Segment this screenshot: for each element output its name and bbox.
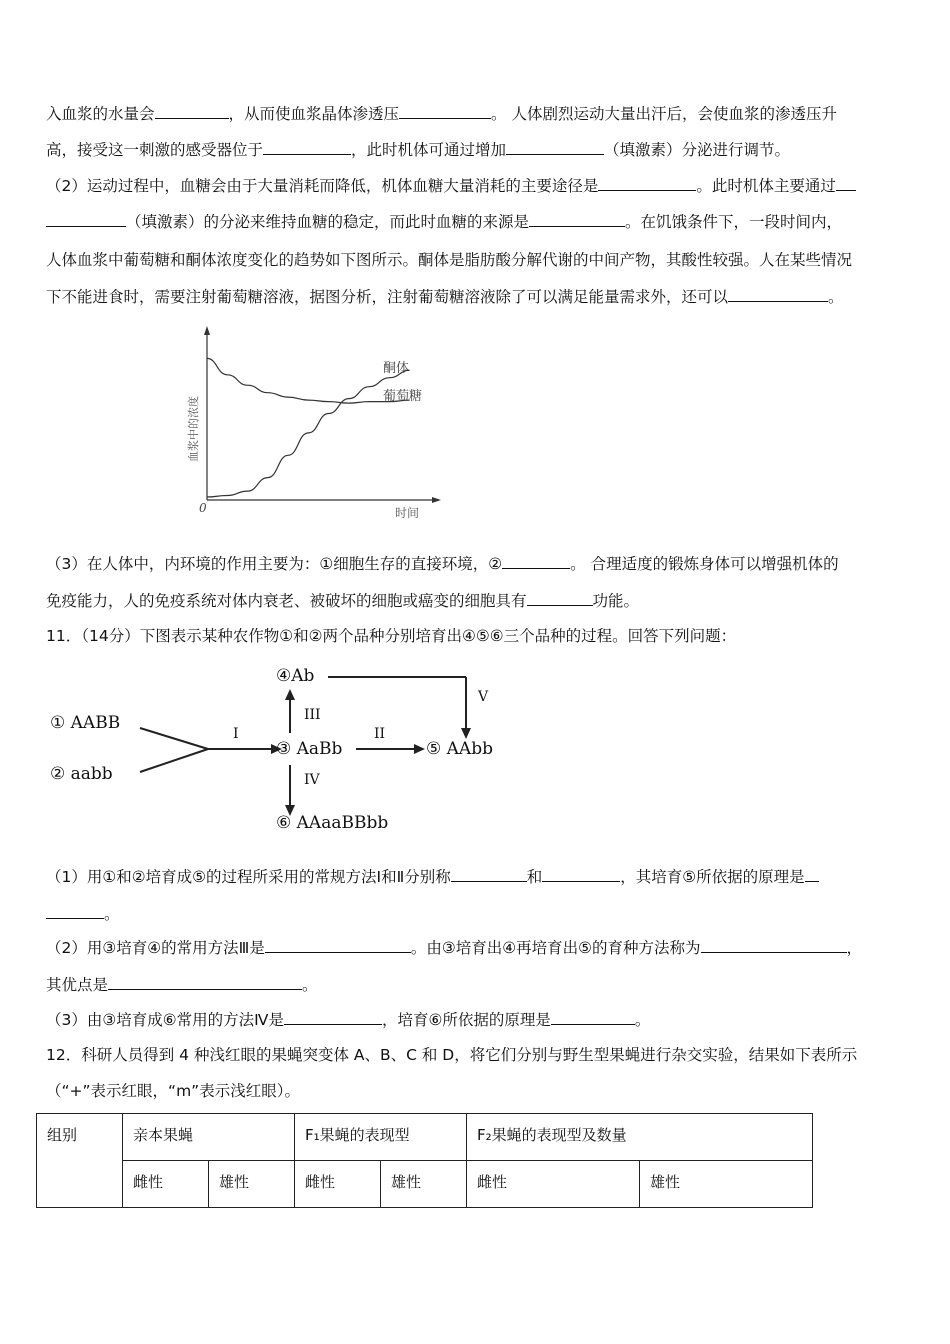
variety-2: ② aabb [50,764,113,784]
text: （2）运动过程中，血糖会由于大量消耗而降低，机体血糖大量消耗的主要途径是 [46,177,599,195]
variety-5: ⑤ AAbb [426,739,493,759]
text-line-1 [46,104,837,124]
subheader-female: 雌性 [123,1161,209,1208]
subheader-male: 雄性 [640,1161,813,1208]
text: 。 [634,1011,651,1029]
y-axis-label: 血浆中的浓度 [187,396,200,462]
arrow-head [285,689,295,700]
answer-blank[interactable] [265,938,411,953]
question-12-note [46,1081,300,1101]
answer-blank[interactable] [542,867,620,882]
text-line-2 [46,140,790,160]
variety-4: ④Ab [276,666,315,686]
text: 高，接受这一刺激的感受器位于 [46,141,264,159]
text: 。 [302,976,318,994]
method-1-label: I [233,726,239,742]
text: 。 [104,905,120,923]
text: 12．科研人员得到 4 种浅红眼的果蝇突变体 A、B、C 和 D，将它们分别与野生型果蝇进行杂交实验，结果如下表所示 [46,1046,858,1064]
question-11-part-1 [46,867,819,887]
text: （填激素）的分泌来维持血糖的稳定，而此时血糖的来源是 [126,213,530,231]
variety-1: ① AABB [50,713,121,733]
answer-blank[interactable] [399,104,491,119]
text-line-6 [46,287,844,307]
text: 。 合理适度的锻炼身体可以增强机体的 [570,555,839,573]
variety-3: ③ AaBb [276,739,343,759]
text-line-7 [46,554,839,574]
question-11-part-2-cont [46,975,318,995]
table-row [37,1161,813,1208]
answer-blank[interactable] [284,1010,382,1025]
text: 人体血浆中葡萄糖和酮体浓度变化的趋势如下图所示。酮体是脂肪酸分解代谢的中间产物，其酸性较强。人在某些情况 [46,251,853,269]
results-table [36,1113,813,1208]
text: 下不能进食时，需要注射葡萄糖溶液，据图分析，注射葡萄糖溶液除了可以满足能量需求外，还可以 [46,288,729,306]
text: （填激素）分泌进行调节。 [604,141,791,159]
answer-blank[interactable] [527,591,593,606]
subheader-female: 雌性 [467,1161,640,1208]
answer-blank[interactable] [805,867,819,882]
y-axis-arrow [204,326,210,335]
text: 免疫能力，人的免疫系统对体内衰老、被破坏的细胞或癌变的细胞具有 [46,592,527,610]
text-line-8 [46,591,639,611]
answer-blank[interactable] [836,176,856,191]
text: （“+”表示红眼，“m”表示浅红眼）。 [46,1082,300,1100]
text-line-5 [46,250,852,270]
arrow-head [461,728,471,739]
question-11-part-3 [46,1010,650,1030]
answer-blank[interactable] [529,212,625,227]
answer-blank[interactable] [46,904,104,919]
answer-blank[interactable] [551,1010,635,1025]
concentration-chart [185,322,450,522]
text: 。由③培育出④再培育出⑤的育种方法称为 [410,939,701,957]
answer-blank[interactable] [506,140,604,155]
text: 和 [526,868,543,886]
text: （1）用①和②培育成⑤的过程所采用的常规方法Ⅰ和Ⅱ分别称 [46,868,451,886]
question-11-part-2 [46,938,862,958]
subheader-female: 雌性 [295,1161,381,1208]
header-f1: F₁果蝇的表现型 [295,1114,467,1161]
text: （3）在人体中，内环境的作用主要为：①细胞生存的直接环境，② [46,555,503,573]
arrow-line [140,728,208,749]
text: 。此时机体主要通过 [696,177,836,195]
answer-blank[interactable] [108,975,302,990]
header-group: 组别 [37,1114,123,1208]
answer-blank[interactable] [502,554,570,569]
legend-glucose: 葡萄糖 [383,389,423,404]
text: ，培育⑥所依据的原理是 [381,1011,551,1029]
text: 。 人体剧烈运动大量出汗后，会使血浆的渗透压升 [491,105,837,123]
answer-blank[interactable] [46,212,126,227]
method-4-label: IV [304,772,320,788]
question-11-stem [46,626,736,646]
text: ，从而使血浆晶体渗透压 [228,105,400,123]
answer-blank[interactable] [701,938,847,953]
text-line-3 [46,176,856,196]
x-axis-label: 时间 [395,506,420,520]
subheader-male: 雄性 [381,1161,467,1208]
arrow-head [414,744,425,754]
method-5-label: V [478,689,489,705]
method-2-label: II [374,726,386,742]
answer-blank[interactable] [728,287,828,302]
origin-label: 0 [199,501,207,515]
text: 11．（14分）下图表示某种农作物①和②两个品种分别培育出④⑤⑥三个品种的过程。回答下列问题： [46,627,737,645]
method-3-label: III [304,707,321,723]
text: 功能。 [592,592,640,610]
header-f2: F₂果蝇的表现型及数量 [467,1114,813,1161]
question-12-stem [46,1045,857,1065]
text: ，此时机体可通过增加 [351,141,507,159]
text: 其优点是 [46,976,109,994]
text: ，其培育⑤所依据的原理是 [620,868,805,886]
glucose-curve [207,358,410,403]
header-parents: 亲本果蝇 [123,1114,295,1161]
answer-blank[interactable] [451,867,527,882]
variety-6: ⑥ AAaaBBbb [276,813,389,833]
text: 。 [828,288,844,306]
text: （3）由③培育成⑥常用的方法Ⅳ是 [46,1011,284,1029]
table-row [37,1114,813,1161]
text-line-4 [46,212,842,232]
legend-ketone: 酮体 [383,361,410,376]
answer-blank[interactable] [263,140,351,155]
question-11-part-1-cont [46,904,120,924]
answer-blank[interactable] [598,176,696,191]
text: 入血浆的水量会 [46,105,155,123]
text: （2）用③培育④的常用方法Ⅲ是 [46,939,265,957]
arrow-line [140,749,208,772]
ketone-curve [207,370,410,497]
text: 。在饥饿条件下，一段时间内， [625,213,843,231]
answer-blank[interactable] [155,104,229,119]
text: ， [846,939,863,957]
x-axis-arrow [432,497,441,503]
breeding-scheme [48,660,518,840]
subheader-male: 雄性 [209,1161,295,1208]
